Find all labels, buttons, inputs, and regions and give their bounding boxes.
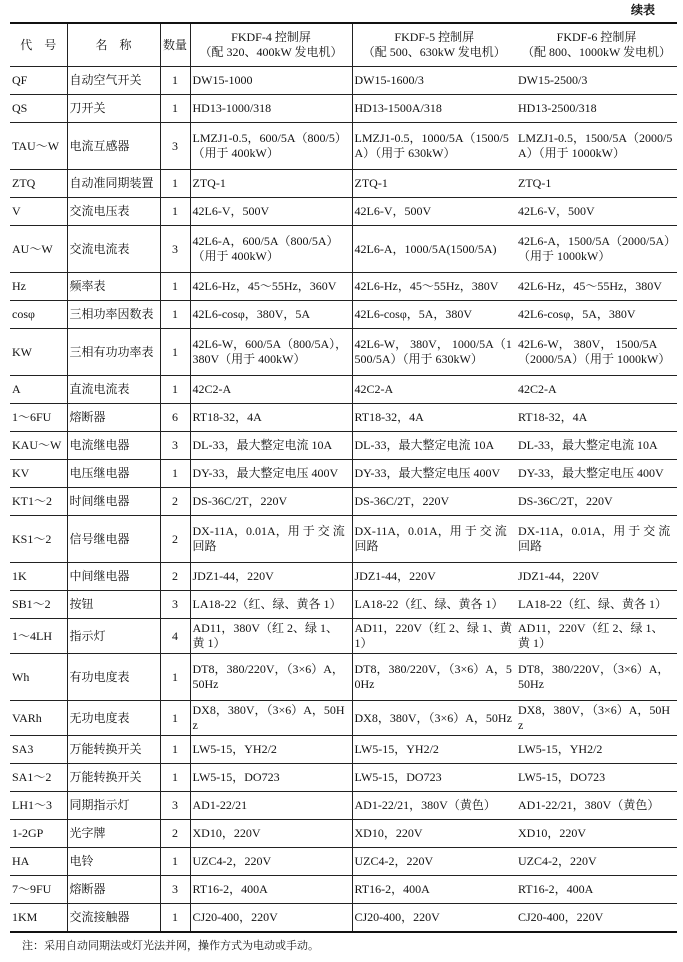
- table-row: [10, 404, 677, 432]
- cell-name: 有功电度表: [67, 654, 160, 701]
- header-name: 名 称: [67, 23, 160, 67]
- cell-m4: UZC4-2，220V: [190, 848, 352, 876]
- cell-code: ZTQ: [10, 170, 67, 198]
- cell-m5: LMZJ1-0.5，1000/5A（1500/5A）（用于 630kW）: [352, 123, 516, 170]
- cell-qty: 1: [160, 376, 190, 404]
- cell-m5: 42C2-A: [352, 376, 516, 404]
- cell-name: 自动空气开关: [67, 67, 160, 95]
- cell-code: Hz: [10, 273, 67, 301]
- cell-qty: 3: [160, 432, 190, 460]
- cell-m4: LW5-15，DO723: [190, 764, 352, 792]
- cell-name: 频率表: [67, 273, 160, 301]
- cell-m6: HD13-2500/318: [516, 95, 677, 123]
- cell-name: 无功电度表: [67, 701, 160, 736]
- cell-m5: 42L6-Hz，45～55Hz，380V: [352, 273, 516, 301]
- cell-qty: 3: [160, 591, 190, 619]
- cell-m6: DT8，380/220V，（3×6）A，50Hz: [516, 654, 677, 701]
- cell-code: Wh: [10, 654, 67, 701]
- cell-qty: 1: [160, 273, 190, 301]
- table-row: [10, 619, 677, 654]
- cell-m5: 42L6-A，1000/5A(1500/5A): [352, 226, 516, 273]
- cell-code: QS: [10, 95, 67, 123]
- cell-m5: DS-36C/2T，220V: [352, 488, 516, 516]
- table-row: [10, 170, 677, 198]
- cell-m4: LW5-15，YH2/2: [190, 736, 352, 764]
- cell-code: QF: [10, 67, 67, 95]
- header-row: [10, 23, 677, 67]
- header-code: 代 号: [10, 23, 67, 67]
- cell-qty: 1: [160, 95, 190, 123]
- cell-name: 电流互感器: [67, 123, 160, 170]
- cell-name: 自动准同期装置: [67, 170, 160, 198]
- table-row: [10, 516, 677, 563]
- header-fkdf5: [352, 23, 516, 67]
- header-fkdf4-title: FKDF-4 控制屏: [231, 30, 311, 44]
- cell-code: KT1～2: [10, 488, 67, 516]
- cell-qty: 1: [160, 198, 190, 226]
- cell-qty: 3: [160, 792, 190, 820]
- cell-name: 万能转换开关: [67, 764, 160, 792]
- table-row: [10, 67, 677, 95]
- cell-m4: 42C2-A: [190, 376, 352, 404]
- cell-code: A: [10, 376, 67, 404]
- cell-m5: UZC4-2，220V: [352, 848, 516, 876]
- cell-m4: AD1-22/21: [190, 792, 352, 820]
- cell-qty: 1: [160, 764, 190, 792]
- cell-m4: ZTQ-1: [190, 170, 352, 198]
- equipment-table: [10, 22, 677, 933]
- cell-m6: AD11，220V（红 2、绿 1、黄 1）: [516, 619, 677, 654]
- cell-name: 交流电压表: [67, 198, 160, 226]
- cell-qty: 1: [160, 848, 190, 876]
- header-fkdf6: [516, 23, 677, 67]
- cell-m6: JDZ1-44，220V: [516, 563, 677, 591]
- cell-name: 直流电流表: [67, 376, 160, 404]
- cell-m5: AD1-22/21，380V（黄色）: [352, 792, 516, 820]
- cell-m4: DX8，380V，（3×6）A，50Hz: [190, 701, 352, 736]
- table-row: [10, 432, 677, 460]
- cell-name: 熔断器: [67, 876, 160, 904]
- cell-m5: 42L6-V，500V: [352, 198, 516, 226]
- cell-m4: DX-11A，0.01A，用 于 交 流回路: [190, 516, 352, 563]
- cell-code: SB1～2: [10, 591, 67, 619]
- cell-m6: LMZJ1-0.5，1500/5A（2000/5A）（用于 1000kW）: [516, 123, 677, 170]
- cell-m6: CJ20-400，220V: [516, 904, 677, 933]
- cell-code: AU～W: [10, 226, 67, 273]
- cell-m6: DS-36C/2T，220V: [516, 488, 677, 516]
- cell-m6: 42L6-A，1500/5A（2000/5A）（用于 1000kW）: [516, 226, 677, 273]
- cell-m5: JDZ1-44，220V: [352, 563, 516, 591]
- header-fkdf5-sub: （配 500、630kW 发电机）: [362, 45, 506, 59]
- cell-m4: JDZ1-44，220V: [190, 563, 352, 591]
- cell-name: 按钮: [67, 591, 160, 619]
- table-note: 注：采用自动同期法或灯光法并网，操作方式为电动或手动。: [22, 940, 319, 952]
- cell-code: SA1～2: [10, 764, 67, 792]
- header-fkdf4: [190, 23, 352, 67]
- cell-m5: AD11，220V（红 2、绿 1、黄 1）: [352, 619, 516, 654]
- cell-code: 1K: [10, 563, 67, 591]
- table-row: [10, 848, 677, 876]
- cell-m6: 42L6-V，500V: [516, 198, 677, 226]
- cell-name: 三相功率因数表: [67, 301, 160, 329]
- cell-m6: RT18-32，4A: [516, 404, 677, 432]
- cell-m4: LA18-22（红、绿、黄各 1）: [190, 591, 352, 619]
- cell-m6: DL-33，最大整定电流 10A: [516, 432, 677, 460]
- header-fkdf4-sub: （配 320、400kW 发电机）: [199, 45, 343, 59]
- cell-m6: AD1-22/21，380V（黄色）: [516, 792, 677, 820]
- cell-m4: HD13-1000/318: [190, 95, 352, 123]
- cell-m5: DW15-1600/3: [352, 67, 516, 95]
- cell-m5: 42L6-cosφ，5A，380V: [352, 301, 516, 329]
- cell-m5: LW5-15，YH2/2: [352, 736, 516, 764]
- table-row: [10, 123, 677, 170]
- cell-code: 7～9FU: [10, 876, 67, 904]
- cell-qty: 6: [160, 404, 190, 432]
- cell-m5: LW5-15，DO723: [352, 764, 516, 792]
- table-row: [10, 736, 677, 764]
- cell-m6: RT16-2，400A: [516, 876, 677, 904]
- cell-name: 信号继电器: [67, 516, 160, 563]
- cell-m5: HD13-1500A/318: [352, 95, 516, 123]
- cell-name: 同期指示灯: [67, 792, 160, 820]
- cell-m4: DY-33，最大整定电压 400V: [190, 460, 352, 488]
- cell-code: SA3: [10, 736, 67, 764]
- cell-m4: 42L6-Hz，45～55Hz，360V: [190, 273, 352, 301]
- cell-qty: 1: [160, 170, 190, 198]
- table-row: [10, 792, 677, 820]
- cell-code: TAU～W: [10, 123, 67, 170]
- cell-m4: XD10，220V: [190, 820, 352, 848]
- cell-m6: 42C2-A: [516, 376, 677, 404]
- cell-qty: 2: [160, 820, 190, 848]
- cell-code: 1KM: [10, 904, 67, 933]
- continued-label: 续表: [630, 3, 655, 17]
- cell-m6: ZTQ-1: [516, 170, 677, 198]
- cell-name: 时间继电器: [67, 488, 160, 516]
- cell-m5: DX8，380V，（3×6）A，50Hz: [352, 701, 516, 736]
- cell-qty: 3: [160, 123, 190, 170]
- cell-m5: DY-33，最大整定电压 400V: [352, 460, 516, 488]
- cell-m6: LW5-15，DO723: [516, 764, 677, 792]
- cell-code: KAU～W: [10, 432, 67, 460]
- cell-code: HA: [10, 848, 67, 876]
- cell-m6: DX-11A，0.01A，用 于 交 流回路: [516, 516, 677, 563]
- cell-m6: LA18-22（红、绿、黄各 1）: [516, 591, 677, 619]
- table-row: [10, 876, 677, 904]
- table-row: [10, 329, 677, 376]
- cell-m4: DT8，380/220V，（3×6）A，50Hz: [190, 654, 352, 701]
- cell-m5: DL-33，最大整定电流 10A: [352, 432, 516, 460]
- header-qty: 数量: [160, 23, 190, 67]
- cell-name: 指示灯: [67, 619, 160, 654]
- cell-name: 三相有功功率表: [67, 329, 160, 376]
- cell-m6: 42L6-cosφ，5A，380V: [516, 301, 677, 329]
- cell-name: 中间继电器: [67, 563, 160, 591]
- cell-m4: 42L6-W，600/5A（800/5A），380V（用于 400kW）: [190, 329, 352, 376]
- cell-m4: DW15-1000: [190, 67, 352, 95]
- cell-name: 电流继电器: [67, 432, 160, 460]
- cell-m4: 42L6-cosφ，380V，5A: [190, 301, 352, 329]
- cell-qty: 1: [160, 904, 190, 933]
- table-row: [10, 301, 677, 329]
- header-fkdf6-sub: （配 800、1000kW 发电机）: [521, 45, 672, 59]
- cell-code: KS1～2: [10, 516, 67, 563]
- cell-qty: 1: [160, 736, 190, 764]
- cell-m5: XD10，220V: [352, 820, 516, 848]
- cell-m5: DX-11A，0.01A，用 于 交 流回路: [352, 516, 516, 563]
- cell-qty: 2: [160, 516, 190, 563]
- cell-m4: DS-36C/2T，220V: [190, 488, 352, 516]
- cell-code: 1～6FU: [10, 404, 67, 432]
- cell-m4: RT16-2，400A: [190, 876, 352, 904]
- table-row: [10, 488, 677, 516]
- cell-name: 电压继电器: [67, 460, 160, 488]
- table-row: [10, 226, 677, 273]
- cell-m4: DL-33，最大整定电流 10A: [190, 432, 352, 460]
- header-fkdf6-title: FKDF-6 控制屏: [556, 30, 637, 44]
- table-row: [10, 820, 677, 848]
- cell-qty: 1: [160, 701, 190, 736]
- table-row: [10, 95, 677, 123]
- cell-m5: DT8，380/220V，（3×6）A，50Hz: [352, 654, 516, 701]
- cell-m6: XD10，220V: [516, 820, 677, 848]
- cell-qty: 3: [160, 226, 190, 273]
- cell-m6: 42L6-W， 380V， 1500/5A（2000/5A）（用于 1000kW）: [516, 329, 677, 376]
- table-row: [10, 460, 677, 488]
- cell-m4: AD11，380V（红 2、绿 1、黄 1）: [190, 619, 352, 654]
- cell-m4: LMZJ1-0.5，600/5A（800/5）（用于 400kW）: [190, 123, 352, 170]
- table-row: [10, 654, 677, 701]
- cell-code: VARh: [10, 701, 67, 736]
- cell-m5: LA18-22（红、绿、黄各 1）: [352, 591, 516, 619]
- cell-name: 光字牌: [67, 820, 160, 848]
- cell-code: 1～4LH: [10, 619, 67, 654]
- table-row: [10, 273, 677, 301]
- cell-code: 1-2GP: [10, 820, 67, 848]
- cell-m5: RT18-32，4A: [352, 404, 516, 432]
- table-row: [10, 563, 677, 591]
- cell-m6: 42L6-Hz，45～55Hz，380V: [516, 273, 677, 301]
- cell-m5: ZTQ-1: [352, 170, 516, 198]
- table-row: [10, 701, 677, 736]
- cell-qty: 1: [160, 67, 190, 95]
- cell-code: V: [10, 198, 67, 226]
- cell-m6: DW15-2500/3: [516, 67, 677, 95]
- cell-qty: 1: [160, 329, 190, 376]
- cell-m5: CJ20-400，220V: [352, 904, 516, 933]
- cell-qty: 1: [160, 654, 190, 701]
- cell-qty: 3: [160, 876, 190, 904]
- cell-qty: 2: [160, 563, 190, 591]
- cell-m6: DX8，380V，（3×6）A，50Hz: [516, 701, 677, 736]
- header-fkdf5-title: FKDF-5 控制屏: [394, 30, 475, 44]
- cell-name: 电铃: [67, 848, 160, 876]
- table-row: [10, 376, 677, 404]
- cell-m4: RT18-32，4A: [190, 404, 352, 432]
- cell-m5: RT16-2，400A: [352, 876, 516, 904]
- cell-name: 熔断器: [67, 404, 160, 432]
- table-row: [10, 904, 677, 933]
- cell-qty: 1: [160, 460, 190, 488]
- cell-name: 刀开关: [67, 95, 160, 123]
- cell-name: 交流电流表: [67, 226, 160, 273]
- cell-name: 万能转换开关: [67, 736, 160, 764]
- cell-m4: 42L6-A，600/5A（800/5A）（用于 400kW）: [190, 226, 352, 273]
- cell-name: 交流接触器: [67, 904, 160, 933]
- cell-m6: UZC4-2，220V: [516, 848, 677, 876]
- cell-code: cosφ: [10, 301, 67, 329]
- cell-m6: LW5-15，YH2/2: [516, 736, 677, 764]
- cell-code: KV: [10, 460, 67, 488]
- table-row: [10, 591, 677, 619]
- cell-m5: 42L6-W， 380V， 1000/5A（1500/5A）（用于 630kW）: [352, 329, 516, 376]
- cell-qty: 2: [160, 488, 190, 516]
- cell-code: LH1～3: [10, 792, 67, 820]
- cell-m6: DY-33，最大整定电压 400V: [516, 460, 677, 488]
- cell-m4: CJ20-400，220V: [190, 904, 352, 933]
- table-row: [10, 764, 677, 792]
- cell-m4: 42L6-V，500V: [190, 198, 352, 226]
- cell-qty: 1: [160, 301, 190, 329]
- cell-qty: 4: [160, 619, 190, 654]
- table-row: [10, 198, 677, 226]
- cell-code: KW: [10, 329, 67, 376]
